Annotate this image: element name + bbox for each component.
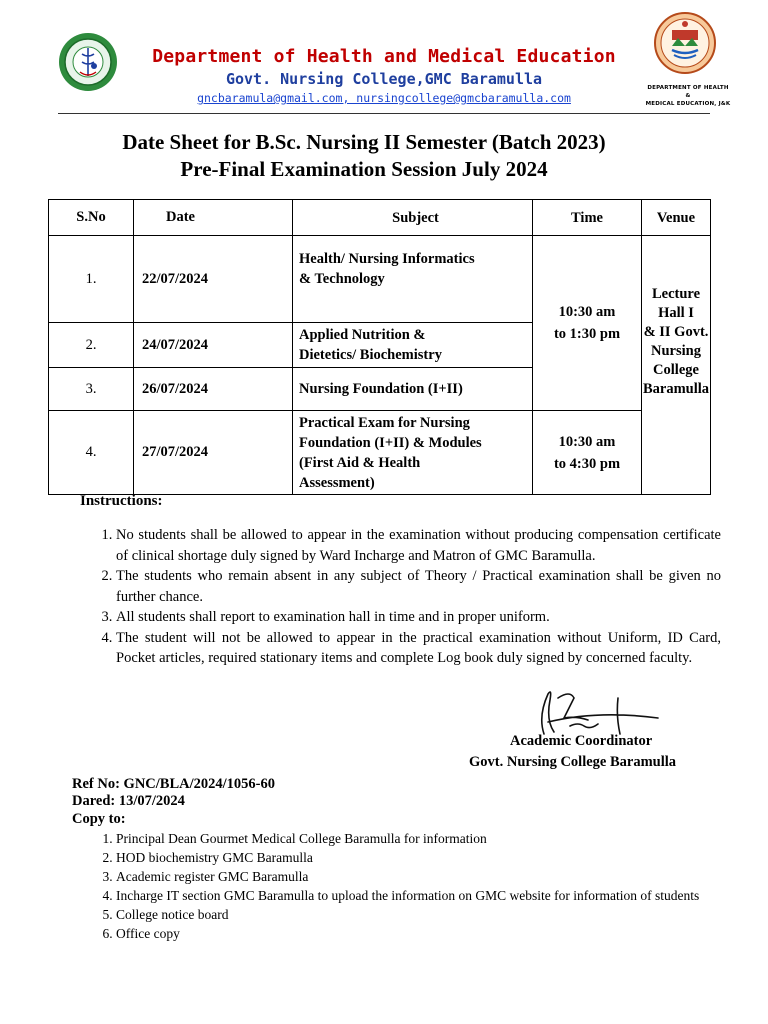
document-title: Date Sheet for B.Sc. Nursing II Semester (Batch 2023) — [122, 130, 606, 154]
copy-to-heading: Copy to: — [72, 811, 126, 827]
subject-line: Nursing Foundation (I+II) — [299, 381, 463, 397]
emblem-caption — [640, 84, 736, 108]
copy-item: 3. Academic register GMC Baramulla — [116, 867, 716, 886]
subject-lines — [299, 249, 532, 289]
email-links[interactable]: gncbaramula@gmail.com, nursingcollege@gmcbaramulla.com — [197, 91, 571, 105]
table-row — [49, 411, 711, 495]
venue-line: Baramulla — [642, 381, 710, 397]
cell-sno: 2. — [49, 323, 134, 368]
header-date: Date — [134, 200, 293, 236]
instruction-item: 3. All students shall report to examination hall in time and in proper uniform. — [116, 607, 721, 628]
cell-date: 26/07/2024 — [134, 368, 293, 411]
header-time: Time — [533, 200, 642, 236]
subject-line: Foundation (I+II) & Modules — [299, 434, 482, 451]
table-row — [49, 236, 711, 323]
copy-item: 2. HOD biochemistry GMC Baramulla — [116, 848, 716, 867]
issue-date: Dared: 13/07/2024 — [72, 793, 185, 809]
header-subject: Subject — [293, 200, 533, 236]
subject-line: Dietetics/ Biochemistry — [299, 347, 442, 363]
emblem-caption-line: MEDICAL EDUCATION, J&K — [645, 101, 731, 107]
document-subtitle: Pre-Final Examination Session July 2024 — [180, 157, 548, 181]
subject-line: (First Aid & Health — [299, 454, 421, 471]
cell-date: 27/07/2024 — [134, 411, 293, 495]
instructions-list — [80, 525, 721, 669]
copy-item: 1. Principal Dean Gourmet Medical College Baramulla for information — [116, 829, 716, 848]
emblem-caption-line: DEPARTMENT OF HEALTH — [647, 85, 729, 91]
header-venue: Venue — [642, 200, 711, 236]
date-sheet-table — [48, 199, 711, 495]
instructions-heading: Instructions: — [80, 493, 163, 509]
instruction-item: 1. No students shall be allowed to appear in the examination without producing compensation certificate of clinical shortage duly signed by Ward Incharge and Matron of GMC Baramulla. — [116, 525, 721, 566]
department-title: Department of Health and Medical Education — [152, 46, 616, 67]
time-line: to 1:30 pm — [553, 326, 621, 342]
cell-time-practical — [533, 411, 642, 495]
header-sno: S.No — [49, 200, 134, 236]
cell-date: 22/07/2024 — [134, 236, 293, 323]
subject-line: Assessment) — [299, 474, 375, 491]
subject-line: & Technology — [299, 271, 385, 287]
cell-sno: 4. — [49, 411, 134, 495]
instruction-item: 2. The students who remain absent in any subject of Theory / Practical examination shall be given no further chance. — [116, 566, 721, 607]
college-name: Govt. Nursing College,GMC Baramulla — [225, 70, 543, 88]
copy-item: 6. Office copy — [116, 924, 716, 943]
venue-lines — [642, 285, 710, 399]
header-divider — [58, 113, 710, 114]
instruction-item: 4. The student will not be allowed to appear in the practical examination without Uniform, ID Card, Pocket articles, required stationary items and complete Log book duly signed by concerned faculty. — [116, 628, 721, 669]
cell-date: 24/07/2024 — [134, 323, 293, 368]
venue-line: Lecture Hall I — [651, 286, 701, 321]
copy-item: 5. College notice board — [116, 905, 716, 924]
time-line: 10:30 am — [558, 304, 616, 320]
subject-line: Practical Exam for Nursing — [299, 414, 470, 431]
cell-subject — [293, 236, 533, 323]
venue-line: & II Govt. — [643, 324, 709, 340]
time-line: to 4:30 pm — [553, 455, 621, 472]
subject-line: Health/ Nursing Informatics — [299, 251, 475, 267]
table-header-row — [49, 200, 711, 236]
cell-sno: 1. — [49, 236, 134, 323]
cell-subject — [293, 411, 533, 495]
time-line: 10:30 am — [558, 433, 616, 450]
cell-subject — [293, 323, 533, 368]
cell-venue — [642, 236, 711, 495]
venue-line: College — [653, 362, 699, 378]
cell-subject — [293, 368, 533, 411]
emblem-caption-line: & — [685, 93, 691, 99]
cell-time-theory — [533, 236, 642, 411]
signatory-role: Academic Coordinator — [510, 733, 653, 749]
reference-number: Ref No: GNC/BLA/2024/1056-60 — [72, 776, 275, 792]
copy-to-list — [80, 829, 716, 943]
copy-item: 4. Incharge IT section GMC Baramulla to upload the information on GMC website for information of students — [116, 886, 716, 905]
cell-sno: 3. — [49, 368, 134, 411]
signatory-org: Govt. Nursing College Baramulla — [469, 754, 677, 770]
subject-line: Applied Nutrition & — [299, 327, 426, 343]
venue-line: Nursing — [651, 343, 701, 359]
